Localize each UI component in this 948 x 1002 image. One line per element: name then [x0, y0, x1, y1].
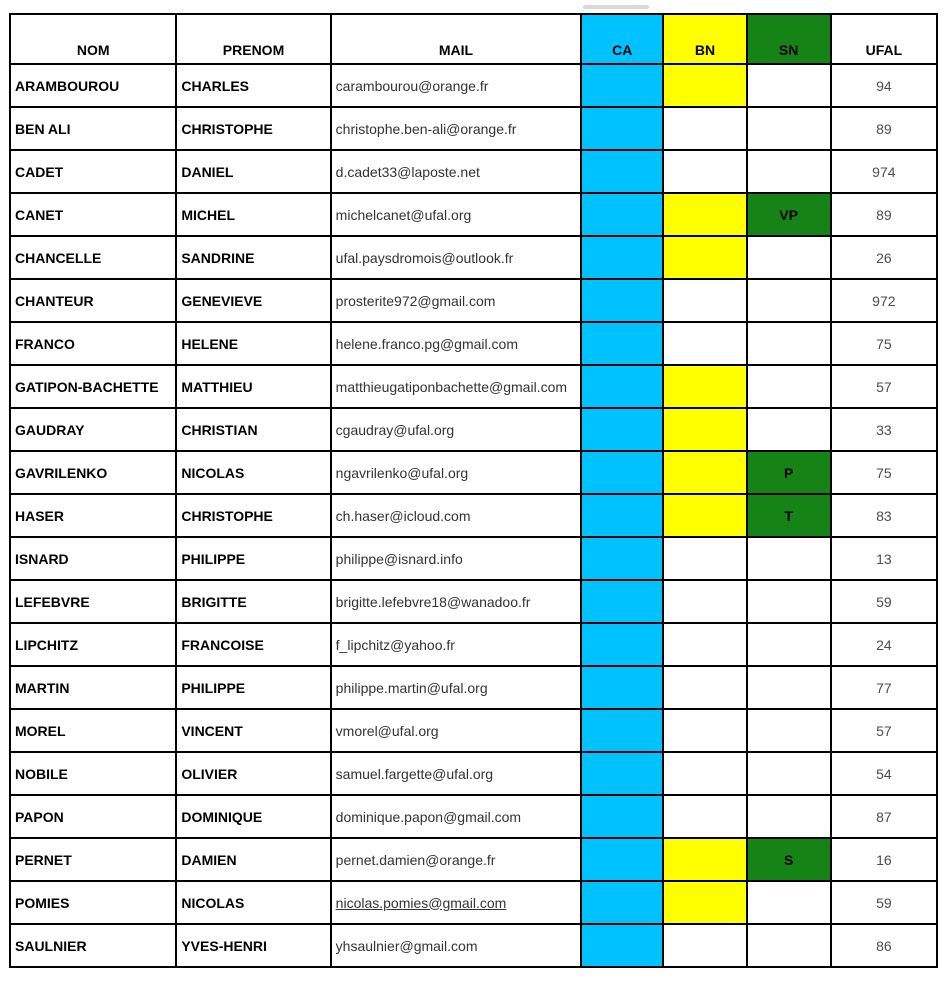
table-row [10, 150, 937, 193]
cell-prenom: SANDRINE [176, 236, 330, 279]
cell-prenom: MICHEL [176, 193, 330, 236]
email-text: f_lipchitz@yahoo.fr [335, 636, 455, 653]
cell-nom: SAULNIER [10, 924, 176, 967]
cell-mail [331, 64, 582, 107]
cell-prenom: DAMIEN [176, 838, 330, 881]
table-row [10, 322, 937, 365]
cell-nom: FRANCO [10, 322, 176, 365]
cell-ca [581, 881, 663, 924]
cell-sn [747, 279, 831, 322]
table-row [10, 838, 937, 881]
cell-sn [747, 924, 831, 967]
cell-mail [331, 107, 582, 150]
cell-sn [747, 881, 831, 924]
cell-ufal: 33 [831, 408, 937, 451]
cell-sn: S [747, 838, 831, 881]
cell-sn [747, 752, 831, 795]
cell-mail [331, 623, 582, 666]
cell-bn [663, 365, 746, 408]
header-ca: CA [581, 14, 663, 64]
email-text: ngavrilenko@ufal.org [335, 464, 469, 481]
cell-ca [581, 494, 663, 537]
cell-mail [331, 580, 582, 623]
cell-ca [581, 709, 663, 752]
cell-bn [663, 881, 746, 924]
cell-prenom: YVES-HENRI [176, 924, 330, 967]
cell-ca [581, 838, 663, 881]
cell-bn [663, 236, 746, 279]
cell-bn [663, 408, 746, 451]
cell-bn [663, 709, 746, 752]
cell-sn [747, 107, 831, 150]
cell-sn [747, 150, 831, 193]
cell-bn [663, 752, 746, 795]
cell-ufal: 26 [831, 236, 937, 279]
cell-ufal: 94 [831, 64, 937, 107]
cell-mail [331, 666, 582, 709]
cell-ufal: 59 [831, 881, 937, 924]
cell-prenom: FRANCOISE [176, 623, 330, 666]
cell-sn [747, 365, 831, 408]
email-text: cgaudray@ufal.org [335, 421, 455, 438]
cell-sn [747, 537, 831, 580]
table-body [10, 64, 937, 967]
header-nom: NOM [10, 14, 176, 64]
cell-ca [581, 752, 663, 795]
cell-ufal: 16 [831, 838, 937, 881]
cell-sn: P [747, 451, 831, 494]
table-row [10, 924, 937, 967]
table-row [10, 881, 937, 924]
cell-prenom: VINCENT [176, 709, 330, 752]
table-row [10, 193, 937, 236]
cell-sn [747, 623, 831, 666]
cell-ufal: 83 [831, 494, 937, 537]
email-text: brigitte.lefebvre18@wanadoo.fr [335, 593, 531, 610]
cell-ufal: 87 [831, 795, 937, 838]
cell-mail [331, 838, 582, 881]
cell-nom: LIPCHITZ [10, 623, 176, 666]
email-text: carambourou@orange.fr [335, 77, 489, 94]
cell-prenom: NICOLAS [176, 881, 330, 924]
header-prenom: PRENOM [176, 14, 330, 64]
cell-prenom: PHILIPPE [176, 666, 330, 709]
email-text: michelcanet@ufal.org [335, 206, 472, 223]
cell-sn [747, 666, 831, 709]
cell-ca [581, 537, 663, 580]
cell-nom: MOREL [10, 709, 176, 752]
cell-sn [747, 709, 831, 752]
cell-ufal: 972 [831, 279, 937, 322]
cell-mail [331, 924, 582, 967]
cell-mail [331, 537, 582, 580]
cell-bn [663, 150, 746, 193]
cell-nom: PERNET [10, 838, 176, 881]
cell-nom: HASER [10, 494, 176, 537]
cell-bn [663, 623, 746, 666]
header-sn: SN [747, 14, 831, 64]
header-mail: MAIL [331, 14, 582, 64]
cell-sn: VP [747, 193, 831, 236]
cell-ca [581, 408, 663, 451]
cell-prenom: CHRISTIAN [176, 408, 330, 451]
cell-bn [663, 107, 746, 150]
cell-mail [331, 236, 582, 279]
cell-prenom: CHRISTOPHE [176, 107, 330, 150]
cell-ufal: 75 [831, 322, 937, 365]
table-row [10, 365, 937, 408]
cell-mail [331, 709, 582, 752]
cell-mail [331, 752, 582, 795]
header-ufal: UFAL [831, 14, 937, 64]
cell-bn [663, 580, 746, 623]
cell-nom: MARTIN [10, 666, 176, 709]
cell-ca [581, 924, 663, 967]
table-row [10, 451, 937, 494]
email-text: ufal.paysdromois@outlook.fr [335, 249, 514, 266]
cell-ufal: 24 [831, 623, 937, 666]
cell-prenom: MATTHIEU [176, 365, 330, 408]
cell-bn [663, 795, 746, 838]
cell-ca [581, 623, 663, 666]
cell-nom: PAPON [10, 795, 176, 838]
cell-bn [663, 451, 746, 494]
cell-nom: NOBILE [10, 752, 176, 795]
cell-sn [747, 795, 831, 838]
cell-prenom: CHRISTOPHE [176, 494, 330, 537]
email-text: d.cadet33@laposte.net [335, 163, 480, 180]
cell-bn [663, 537, 746, 580]
cell-mail [331, 795, 582, 838]
cell-ca [581, 580, 663, 623]
table-row [10, 623, 937, 666]
cell-ufal: 974 [831, 150, 937, 193]
cell-nom: CHANTEUR [10, 279, 176, 322]
cell-nom: CHANCELLE [10, 236, 176, 279]
cell-nom: GATIPON-BACHETTE [10, 365, 176, 408]
cell-mail [331, 150, 582, 193]
cell-sn [747, 322, 831, 365]
cell-nom: CANET [10, 193, 176, 236]
table-row [10, 580, 937, 623]
cell-nom: CADET [10, 150, 176, 193]
cell-mail [331, 408, 582, 451]
table-row [10, 279, 937, 322]
cell-bn [663, 666, 746, 709]
cell-ca [581, 451, 663, 494]
header-bn: BN [663, 14, 746, 64]
cell-prenom: DOMINIQUE [176, 795, 330, 838]
cell-sn [747, 408, 831, 451]
cell-ca [581, 795, 663, 838]
cell-bn [663, 838, 746, 881]
cell-ufal: 57 [831, 709, 937, 752]
table-row [10, 537, 937, 580]
table-row [10, 752, 937, 795]
email-text: matthieugatiponbachette@gmail.com [335, 378, 568, 395]
cell-prenom: HELENE [176, 322, 330, 365]
cell-prenom: NICOLAS [176, 451, 330, 494]
members-table [9, 13, 938, 968]
email-text: vmorel@ufal.org [335, 722, 439, 739]
email-text: ch.haser@icloud.com [335, 507, 471, 524]
cell-mail [331, 881, 582, 924]
cell-prenom: CHARLES [176, 64, 330, 107]
email-text: prosterite972@gmail.com [335, 292, 496, 309]
cell-sn [747, 236, 831, 279]
table-row [10, 709, 937, 752]
cell-mail [331, 451, 582, 494]
cell-prenom: DANIEL [176, 150, 330, 193]
cell-mail [331, 193, 582, 236]
cell-nom: POMIES [10, 881, 176, 924]
email-text: helene.franco.pg@gmail.com [335, 335, 518, 352]
table-row [10, 494, 937, 537]
cell-bn [663, 279, 746, 322]
cell-sn [747, 580, 831, 623]
cell-mail [331, 365, 582, 408]
cell-sn [747, 64, 831, 107]
cell-ufal: 77 [831, 666, 937, 709]
cell-ca [581, 279, 663, 322]
table-row [10, 107, 937, 150]
email-text: dominique.papon@gmail.com [335, 808, 522, 825]
cell-mail [331, 279, 582, 322]
table-row [10, 408, 937, 451]
cell-ufal: 54 [831, 752, 937, 795]
cell-ufal: 59 [831, 580, 937, 623]
cell-ufal: 75 [831, 451, 937, 494]
cell-ca [581, 107, 663, 150]
cell-ufal: 13 [831, 537, 937, 580]
cell-nom: ARAMBOUROU [10, 64, 176, 107]
cell-ufal: 89 [831, 107, 937, 150]
cell-nom: ISNARD [10, 537, 176, 580]
cell-bn [663, 494, 746, 537]
table-row [10, 64, 937, 107]
email-text: christophe.ben-ali@orange.fr [335, 120, 517, 137]
cell-bn [663, 193, 746, 236]
cell-nom: GAVRILENKO [10, 451, 176, 494]
cell-mail [331, 322, 582, 365]
cell-ca [581, 193, 663, 236]
cell-ca [581, 365, 663, 408]
cell-ufal: 57 [831, 365, 937, 408]
table-row [10, 666, 937, 709]
header-row [10, 14, 937, 64]
cell-nom: GAUDRAY [10, 408, 176, 451]
cell-ufal: 89 [831, 193, 937, 236]
cell-prenom: BRIGITTE [176, 580, 330, 623]
cell-sn: T [747, 494, 831, 537]
cell-ca [581, 666, 663, 709]
table-row [10, 795, 937, 838]
cell-bn [663, 64, 746, 107]
cell-ca [581, 150, 663, 193]
email-text: samuel.fargette@ufal.org [335, 765, 494, 782]
email-text: yhsaulnier@gmail.com [335, 937, 478, 954]
cell-mail [331, 494, 582, 537]
email-link[interactable]: nicolas.pomies@gmail.com [335, 894, 507, 911]
email-text: pernet.damien@orange.fr [335, 851, 496, 868]
cell-ca [581, 64, 663, 107]
cell-ufal: 86 [831, 924, 937, 967]
table-row [10, 236, 937, 279]
cell-bn [663, 322, 746, 365]
cell-nom: LEFEBVRE [10, 580, 176, 623]
email-text: philippe@isnard.info [335, 550, 463, 567]
email-text: philippe.martin@ufal.org [335, 679, 488, 696]
cell-ca [581, 236, 663, 279]
cell-nom: BEN ALI [10, 107, 176, 150]
cell-bn [663, 924, 746, 967]
scan-artifact-line [583, 5, 649, 9]
cell-prenom: PHILIPPE [176, 537, 330, 580]
cell-prenom: GENEVIEVE [176, 279, 330, 322]
cell-ca [581, 322, 663, 365]
cell-prenom: OLIVIER [176, 752, 330, 795]
